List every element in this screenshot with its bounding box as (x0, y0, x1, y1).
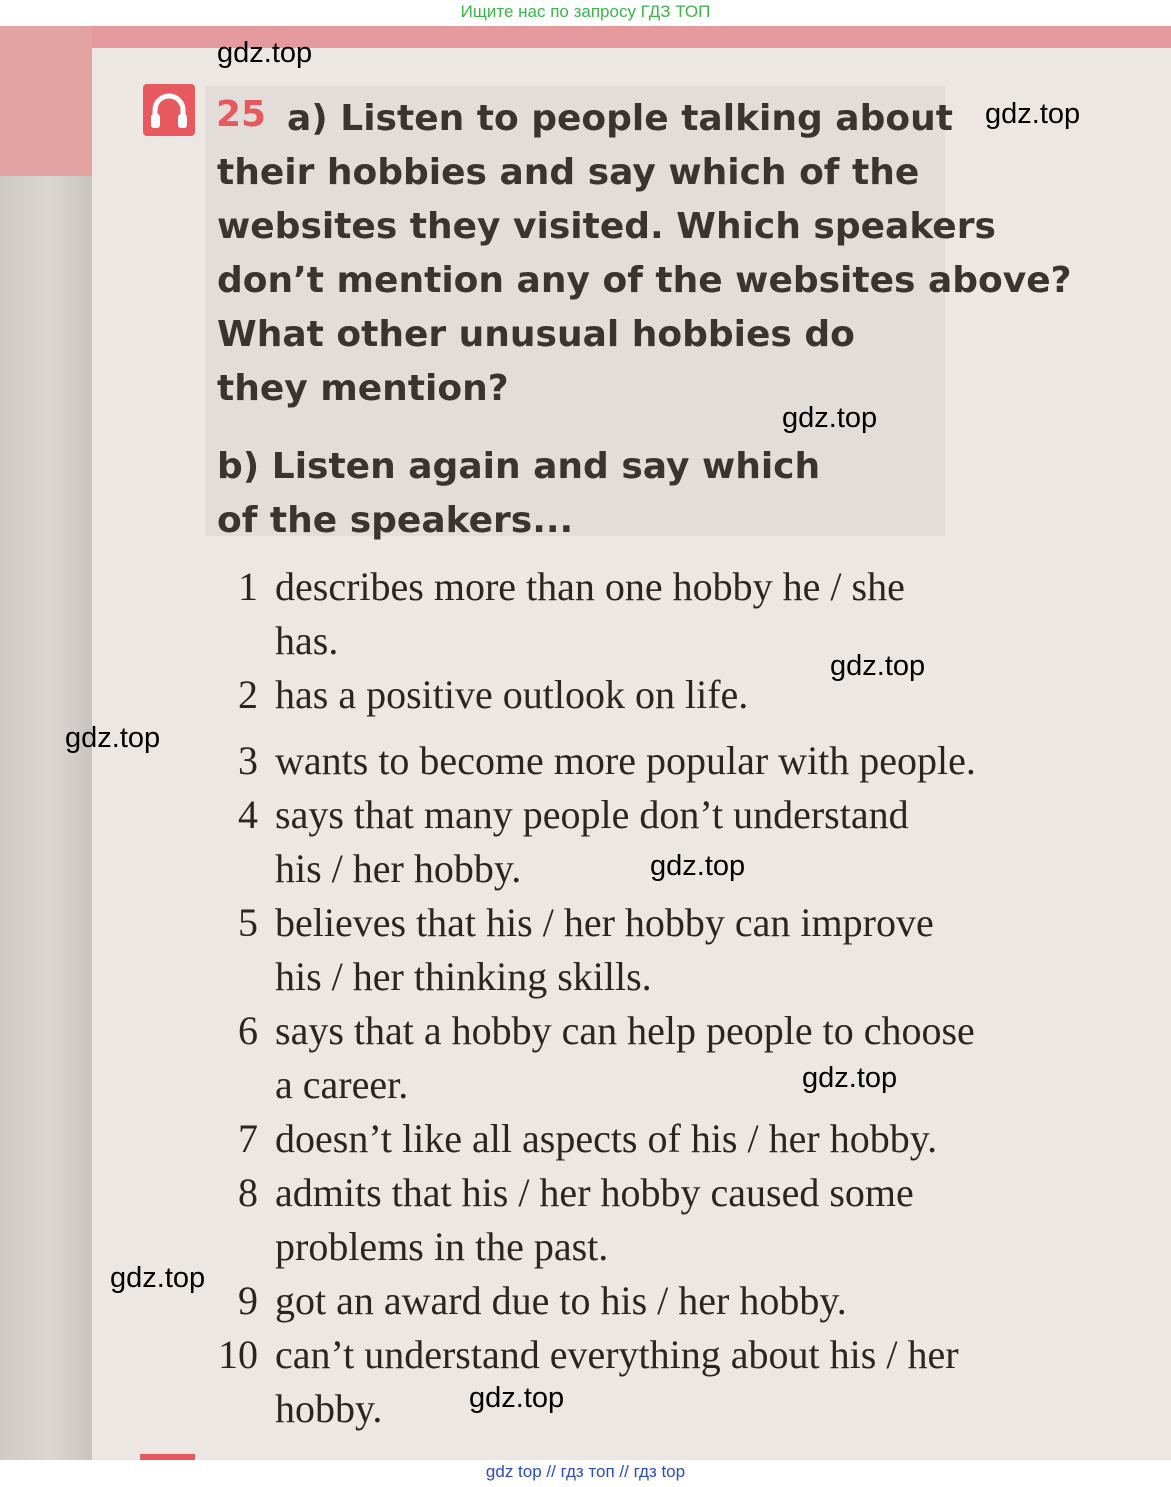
item-number: 3 (238, 738, 258, 783)
watermark: gdz.top (830, 650, 926, 682)
watermark: gdz.top (110, 1262, 206, 1294)
task-a-line: don’t mention any of the websites above? (217, 260, 1072, 301)
task-a-line: their hobbies and say which of the (217, 152, 920, 193)
watermark: gdz.top (65, 722, 161, 754)
item-number: 6 (238, 1008, 258, 1053)
exercise-number: 25 (216, 94, 267, 135)
watermark: gdz.top (217, 37, 313, 69)
task-a-line: a) Listen to people talking about (287, 98, 953, 139)
task-a-line: they mention? (217, 368, 509, 409)
item-text: admits that his / her hobby caused some (275, 1170, 914, 1215)
item-text: describes more than one hobby he / she (275, 564, 905, 609)
item-number: 10 (218, 1332, 258, 1377)
item-text: says that a hobby can help people to choose (275, 1008, 975, 1053)
item-number: 5 (238, 900, 258, 945)
task-a-line: What other unusual hobbies do (217, 314, 855, 355)
item-text: his / her thinking skills. (275, 954, 652, 999)
watermark: gdz.top (985, 98, 1081, 130)
item-number: 1 (238, 564, 258, 609)
item-number: 8 (238, 1170, 258, 1215)
item-number: 4 (238, 792, 258, 837)
headphones-icon (143, 84, 195, 136)
item-text: wants to become more popular with people. (275, 738, 976, 783)
item-text: can’t understand everything about his / her (275, 1332, 959, 1377)
watermark: gdz.top (782, 402, 878, 434)
item-text: problems in the past. (275, 1224, 609, 1269)
textbook-page (0, 26, 1171, 1460)
watermark: gdz.top (802, 1062, 898, 1094)
item-text: has. (275, 618, 339, 663)
watermark: gdz.top (650, 850, 746, 882)
item-number: 7 (238, 1116, 258, 1161)
item-text: hobby. (275, 1386, 383, 1431)
item-text: a career. (275, 1062, 409, 1107)
task-b-line: of the speakers... (217, 500, 574, 541)
task-b-line: b) Listen again and say which (217, 446, 821, 487)
item-text: got an award due to his / her hobby. (275, 1278, 847, 1323)
task-a-line: websites they visited. Which speakers (217, 206, 996, 247)
item-text: doesn’t like all aspects of his / her hobby. (275, 1116, 938, 1161)
item-number: 9 (238, 1278, 258, 1323)
watermark: gdz.top (469, 1382, 565, 1414)
item-text: his / her hobby. (275, 846, 522, 891)
item-text: says that many people don’t understand (275, 792, 909, 837)
bottom-banner: gdz top // гдз топ // гдз top (0, 1460, 1171, 1487)
item-number: 2 (238, 672, 258, 717)
item-text: has a positive outlook on life. (275, 672, 749, 717)
top-banner: Ищите нас по запросу ГДЗ ТОП (0, 0, 1171, 26)
item-text: believes that his / her hobby can improve (275, 900, 934, 945)
